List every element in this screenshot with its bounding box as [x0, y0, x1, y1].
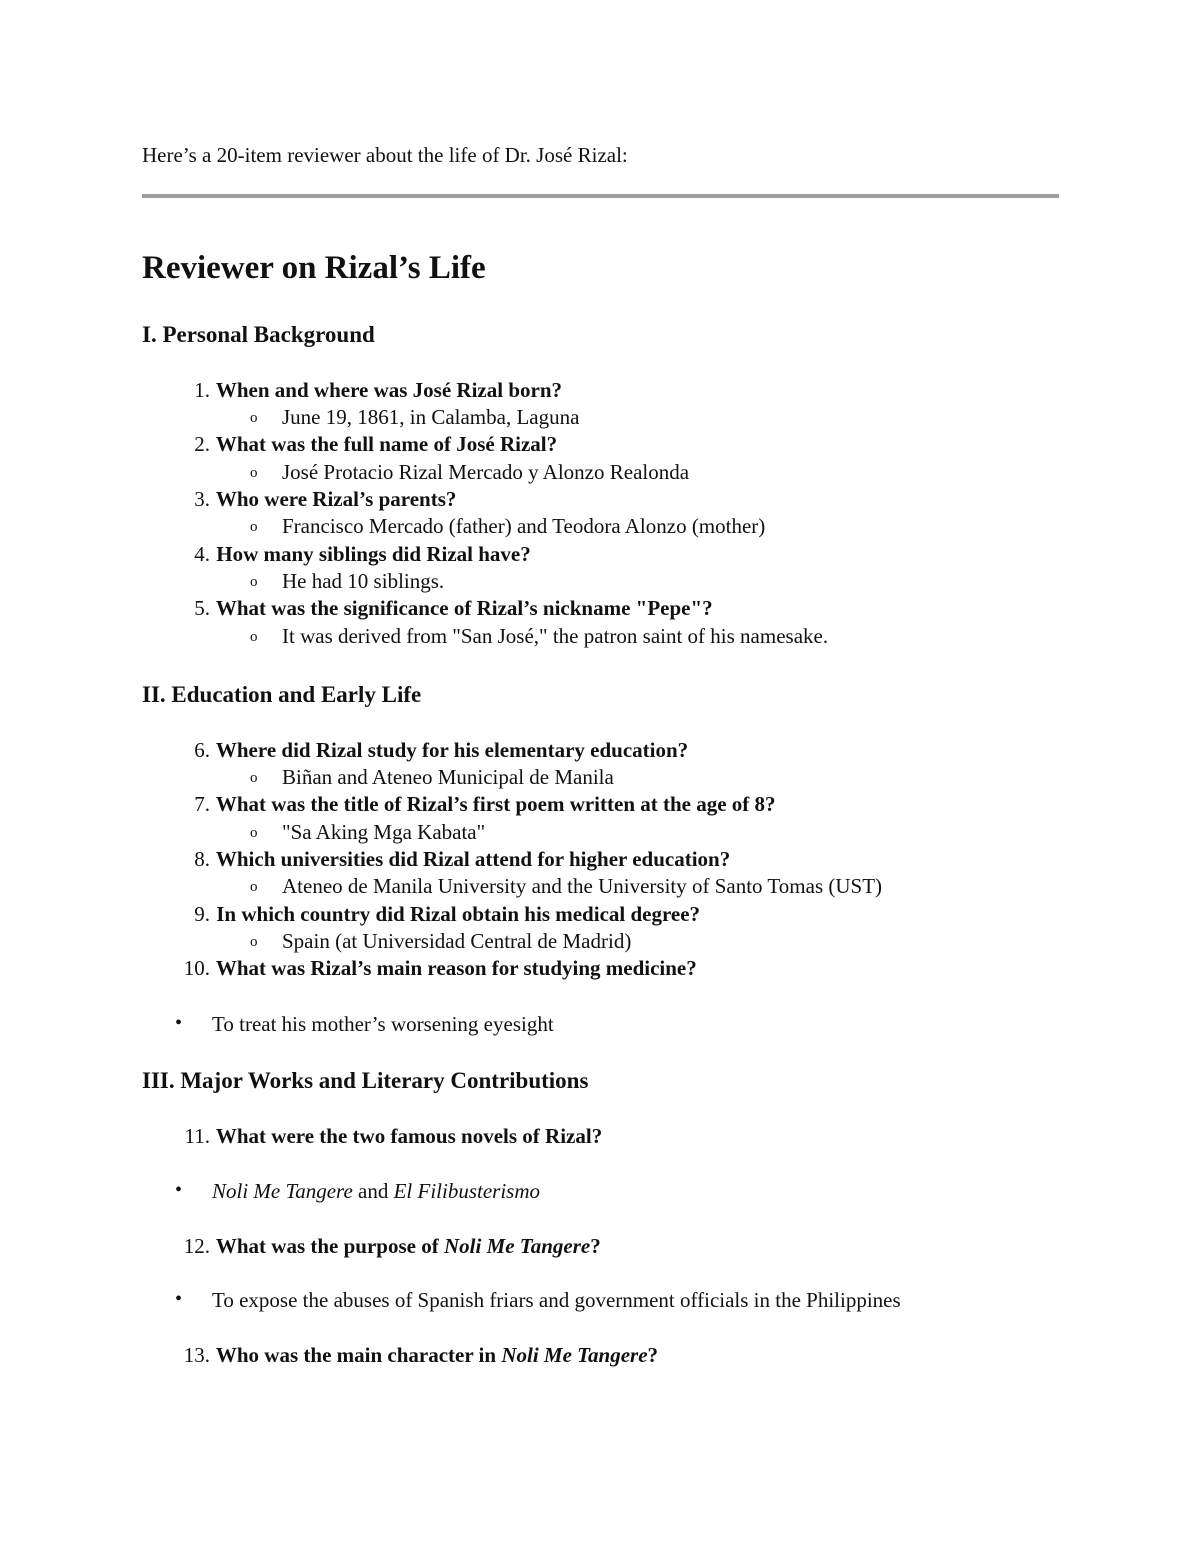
answer-text: It was derived from "San José," the patron saint of his namesake. [282, 624, 829, 648]
answer-12 [175, 1288, 901, 1313]
novel-title-fili: El Filibusterismo [393, 1179, 541, 1203]
answer-marker: o [250, 770, 258, 786]
question-3 [172, 487, 456, 512]
section-heading-education: II. Education and Early Life [142, 682, 422, 707]
answer-text: "Sa Aking Mga Kabata" [282, 820, 486, 844]
horizontal-rule [142, 194, 1059, 198]
answer-text: June 19, 1861, in Calamba, Laguna [282, 405, 580, 429]
answer-marker: o [250, 574, 258, 590]
question-number: 3. [194, 487, 210, 511]
question-text: What were the two famous novels of Rizal? [215, 1124, 603, 1148]
question-text: What was the significance of Rizal’s nickname "Pepe"? [215, 596, 713, 620]
novel-title-noli: Noli Me Tangere [443, 1234, 591, 1258]
question-text: What was Rizal’s main reason for studying medicine? [215, 956, 697, 980]
question-end: ? [590, 1234, 601, 1258]
page-title: Reviewer on Rizal’s Life [142, 250, 486, 286]
novel-title-noli: Noli Me Tangere [501, 1343, 648, 1367]
answer-1 [250, 405, 580, 430]
answer-text: He had 10 siblings. [282, 569, 445, 593]
answer-9 [250, 929, 632, 954]
answer-connector: and [352, 1179, 394, 1203]
question-11 [172, 1124, 602, 1149]
answer-10 [175, 1012, 554, 1037]
question-text: How many siblings did Rizal have? [216, 542, 531, 566]
answer-7 [250, 820, 486, 845]
question-7 [172, 792, 776, 817]
question-8 [172, 847, 730, 872]
question-text: Which universities did Rizal attend for higher education? [215, 847, 731, 871]
question-9 [172, 902, 700, 927]
question-number: 9. [194, 902, 210, 926]
question-text: What was the full name of José Rizal? [215, 432, 558, 456]
answer-marker: o [250, 410, 258, 426]
answer-text: Ateneo de Manila University and the University of Santo Tomas (UST) [282, 874, 883, 898]
question-text: Who was the main character in [215, 1343, 502, 1367]
bullet-marker: • [175, 1288, 183, 1310]
answer-marker: o [250, 934, 258, 950]
question-number: 2. [194, 432, 210, 456]
answer-marker: o [250, 825, 258, 841]
question-10 [172, 956, 697, 981]
answer-text: Spain (at Universidad Central de Madrid) [282, 929, 632, 953]
question-number: 10. [183, 956, 210, 980]
question-number: 13. [183, 1343, 210, 1367]
answer-text: Biñan and Ateneo Municipal de Manila [282, 765, 614, 789]
section-heading-personal-background: I. Personal Background [142, 322, 375, 347]
answer-marker: o [250, 519, 258, 535]
question-number: 8. [194, 847, 210, 871]
question-13 [172, 1343, 658, 1368]
question-number: 7. [194, 792, 210, 816]
answer-5 [250, 624, 829, 649]
answer-8 [250, 874, 883, 899]
question-number: 12. [183, 1234, 210, 1258]
question-1 [172, 378, 562, 403]
question-text: What was the title of Rizal’s first poem written at the age of 8? [215, 792, 776, 816]
answer-text: José Protacio Rizal Mercado y Alonzo Realonda [282, 460, 690, 484]
answer-4 [250, 569, 445, 594]
question-number: 5. [194, 596, 210, 620]
question-number: 6. [194, 738, 210, 762]
answer-text: To expose the abuses of Spanish friars and government officials in the Philippines [212, 1288, 901, 1312]
question-text: Who were Rizal’s parents? [215, 487, 457, 511]
answer-6 [250, 765, 614, 790]
bullet-marker: • [175, 1179, 183, 1201]
question-number: 11. [184, 1124, 210, 1148]
question-number: 4. [194, 542, 210, 566]
question-5 [172, 596, 713, 621]
question-12 [172, 1234, 601, 1259]
bullet-marker: • [175, 1012, 183, 1034]
answer-text: To treat his mother’s worsening eyesight [212, 1012, 554, 1036]
question-text: In which country did Rizal obtain his medical degree? [216, 902, 701, 926]
novel-title-noli: Noli Me Tangere [212, 1179, 353, 1203]
answer-marker: o [250, 879, 258, 895]
answer-3 [250, 514, 766, 539]
answer-11 [175, 1179, 541, 1204]
answer-marker: o [250, 465, 258, 481]
question-text: When and where was José Rizal born? [215, 378, 563, 402]
section-heading-major-works: III. Major Works and Literary Contributions [142, 1068, 589, 1093]
question-6 [172, 738, 688, 763]
question-text: Where did Rizal study for his elementary education? [215, 738, 689, 762]
question-4 [172, 542, 531, 567]
answer-2 [250, 460, 690, 485]
intro-text: Here’s a 20-item reviewer about the life of Dr. José Rizal: [142, 143, 628, 167]
answer-marker: o [250, 629, 258, 645]
question-end: ? [647, 1343, 659, 1367]
question-text: What was the purpose of [215, 1234, 444, 1258]
question-number: 1. [194, 378, 210, 402]
answer-text: Francisco Mercado (father) and Teodora Alonzo (mother) [282, 514, 766, 538]
question-2 [172, 432, 557, 457]
